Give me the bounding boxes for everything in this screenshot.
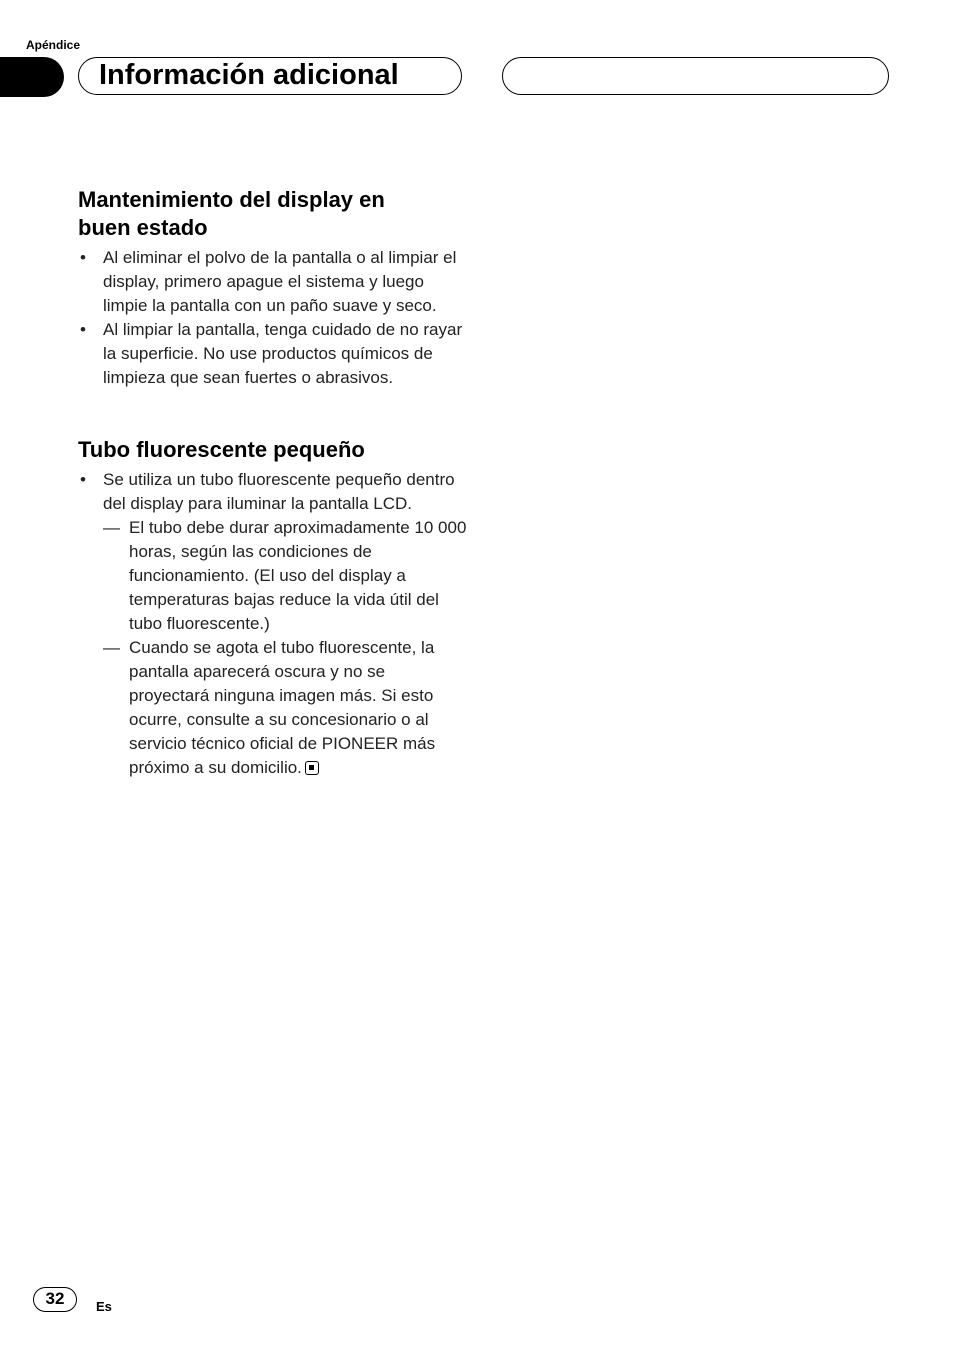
section-fluorescent-tube bbox=[78, 436, 468, 780]
dash-item: — El tubo debe durar aproximadamente 10 000 horas, según las condiciones de funcionamiento. (El uso del display a temperaturas bajas reduce la vida útil del tubo fluorescente.) bbox=[103, 516, 468, 636]
end-of-section-icon bbox=[305, 761, 319, 775]
bullet-item: • Al eliminar el polvo de la pantalla o al limpiar el display, primero apague el sistema y luego limpie la pantalla con un paño suave y seco. bbox=[78, 246, 468, 318]
bullet-item: • Al limpiar la pantalla, tenga cuidado de no rayar la superficie. No use productos químicos de limpieza que sean fuertes o abrasivos. bbox=[78, 318, 468, 390]
bullet-list bbox=[78, 468, 468, 780]
section-tab-marker bbox=[0, 57, 64, 97]
dash-item bbox=[103, 636, 468, 780]
main-content bbox=[78, 186, 468, 780]
page-title: Información adicional bbox=[99, 59, 399, 91]
page-number: 32 bbox=[33, 1287, 77, 1312]
bullet-list bbox=[78, 246, 468, 390]
language-code: Es bbox=[96, 1299, 112, 1314]
dash-list bbox=[103, 516, 468, 780]
section-heading: Tubo fluorescente pequeño bbox=[78, 437, 365, 462]
section-heading bbox=[78, 186, 468, 242]
section-label: Apéndice bbox=[26, 38, 81, 52]
bullet-text: Se utiliza un tubo fluorescente pequeño dentro del display para iluminar la pantalla LCD. bbox=[103, 470, 455, 513]
section-display-maintenance bbox=[78, 186, 468, 390]
dash-text: Cuando se agota el tubo fluorescente, la pantalla aparecerá oscura y no se proyectará ninguna imagen más. Si esto ocurre, consulte a su concesionario o al servicio técnico oficial de PIONEER más próximo a su domicilio. bbox=[129, 638, 436, 777]
bullet-item bbox=[78, 468, 468, 780]
title-box bbox=[78, 57, 462, 95]
heading-line-1: Mantenimiento del display en bbox=[78, 187, 385, 212]
heading-line-2: buen estado bbox=[78, 215, 208, 240]
empty-header-box bbox=[502, 57, 889, 95]
